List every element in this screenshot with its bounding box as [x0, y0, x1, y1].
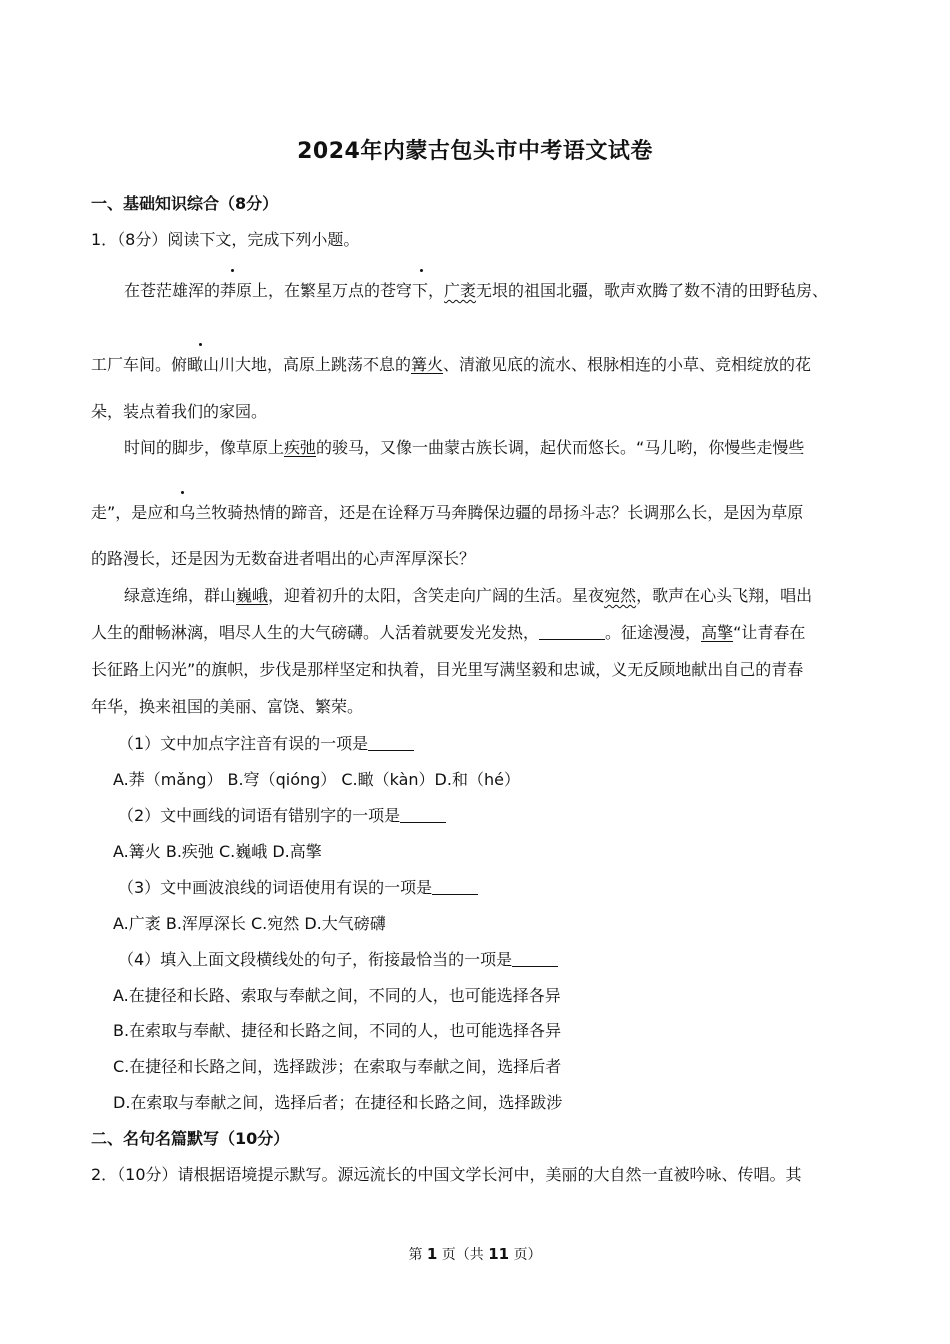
wavy-word: 广袤: [444, 281, 477, 300]
section-heading-1: 一、基础知识综合（8分）: [91, 194, 279, 213]
passage-text: 浑厚深长: [395, 549, 460, 568]
option-4b: B.在索取与奉献、捷径和长路之间，不同的人，也可能选择各异: [113, 1021, 562, 1040]
passage-text: 时间的脚步，像草原上: [124, 438, 285, 457]
passage-text: 绿意连绵，群山: [124, 586, 237, 605]
sub-question-4: [118, 949, 558, 971]
emphasis-dot: [199, 343, 202, 346]
answer-blank: [432, 878, 478, 895]
footer-text: 页（共: [441, 1247, 484, 1263]
passage-line: [91, 548, 475, 570]
passage-text: 人生的酣畅淋漓，唱尽人生的: [91, 623, 300, 642]
passage-line: 走”，是应和乌兰牧骑热情的蹄音，还是在诠释万马奔腾保边疆的昂扬斗志？长调那么长，是因为草原: [91, 503, 804, 522]
passage-text: ？: [459, 549, 476, 568]
passage-line: 长征路上闪光”的旗帜，步伐是那样坚定和执着，目光里写满坚毅和忠诚，义无反顾地献出自己的青春: [91, 660, 804, 679]
page-title: 2024年内蒙古包头市中考语文试卷: [297, 139, 653, 164]
question-1-stem: 1．（8分）阅读下文，完成下列小题。: [91, 230, 360, 249]
underlined-word: 疾弛: [284, 438, 317, 457]
passage-text: 、清澈见底的流水、根脉相连的小草、竞相绽放的花: [443, 355, 812, 374]
section-heading-2: 二、名句名篇默写（10分）: [91, 1129, 290, 1148]
passage-line: 年华，换来祖国的美丽、富饶、繁荣。: [91, 697, 364, 716]
question-2-stem: 2．（10分）请根据语境提示默写。源远流长的中国文学长河中，美丽的大自然一直被吟咏、传唱。其: [91, 1165, 802, 1184]
underlined-word: 巍峨: [236, 586, 269, 605]
passage-text: 在苍茫雄浑的莽原上，在繁星万点的苍穹下，: [124, 281, 445, 300]
sub-question-2: [118, 805, 446, 827]
passage-text: 大气磅礴: [299, 623, 364, 642]
passage-line: [124, 585, 812, 607]
passage-line: [124, 280, 828, 302]
passage-line: [91, 354, 811, 376]
page-number: 1: [426, 1245, 438, 1263]
sub-question-text: （2）文中画线的词语有错别字的一项是: [118, 806, 401, 825]
options-2: A.篝火 B.疾弛 C.巍峨 D.高擎: [113, 842, 322, 861]
sub-question-1: [118, 733, 414, 755]
answer-blank: [400, 806, 446, 823]
passage-text: 的路漫长，还是因为无数奋进者唱出的心声: [91, 549, 396, 568]
answer-blank: [512, 950, 558, 967]
option-4c: C.在捷径和长路之间，选择跋涉；在索取与奉献之间，选择后者: [113, 1057, 562, 1076]
sub-question-text: （4）填入上面文段横线处的句子，衔接最恰当的一项是: [118, 950, 513, 969]
emphasis-dot: [420, 269, 423, 272]
wavy-word: 宛然: [604, 586, 637, 605]
passage-line: [91, 622, 805, 644]
page-total: 11: [488, 1245, 510, 1263]
underlined-word: 篝火: [411, 355, 444, 374]
fill-blank: [539, 623, 605, 640]
option-4d: D.在索取与奉献之间，选择后者；在捷径和长路之间，选择跋涉: [113, 1093, 563, 1112]
passage-text: ，迎着初升的太阳，含笑走向广阔的生活。星夜: [268, 586, 605, 605]
passage-text: 的骏马，又像一曲蒙古族长调，起伏而悠长。“马儿哟，你慢些走慢些: [316, 438, 805, 457]
sub-question-text: （3）文中画波浪线的词语使用有误的一项是: [118, 878, 433, 897]
passage-text: 。人活着就要发光发热，: [363, 623, 540, 642]
sub-question-text: （1）文中加点字注音有误的一项是: [118, 734, 369, 753]
answer-blank: [368, 734, 414, 751]
options-3: A.广袤 B.浑厚深长 C.宛然 D.大气磅礴: [113, 914, 386, 933]
passage-text: 工厂车间。俯瞰山川大地，高原上跳荡不息的: [91, 355, 412, 374]
footer-text: 第: [408, 1247, 423, 1263]
passage-text: “让青春在: [733, 623, 806, 642]
footer-text: 页）: [513, 1247, 542, 1263]
underlined-word: 高擎: [701, 623, 734, 642]
passage-text: ，歌声在心头飞翔，唱出: [636, 586, 813, 605]
page-footer: [0, 1244, 950, 1264]
emphasis-dot: [231, 269, 234, 272]
options-1: A.莽（mǎng） B.穹（qióng） C.瞰（kàn）D.和（hé）: [113, 770, 520, 789]
passage-text: 无垠的祖国北疆，歌声欢腾了数不清的田野毡房、: [476, 281, 829, 300]
passage-line: 朵，装点着我们的家园。: [91, 402, 268, 421]
passage-text: 。征途漫漫，: [605, 623, 702, 642]
sub-question-3: [118, 877, 478, 899]
passage-line: [124, 437, 804, 459]
emphasis-dot: [181, 491, 184, 494]
option-4a: A.在捷径和长路、索取与奉献之间，不同的人，也可能选择各异: [113, 986, 561, 1005]
